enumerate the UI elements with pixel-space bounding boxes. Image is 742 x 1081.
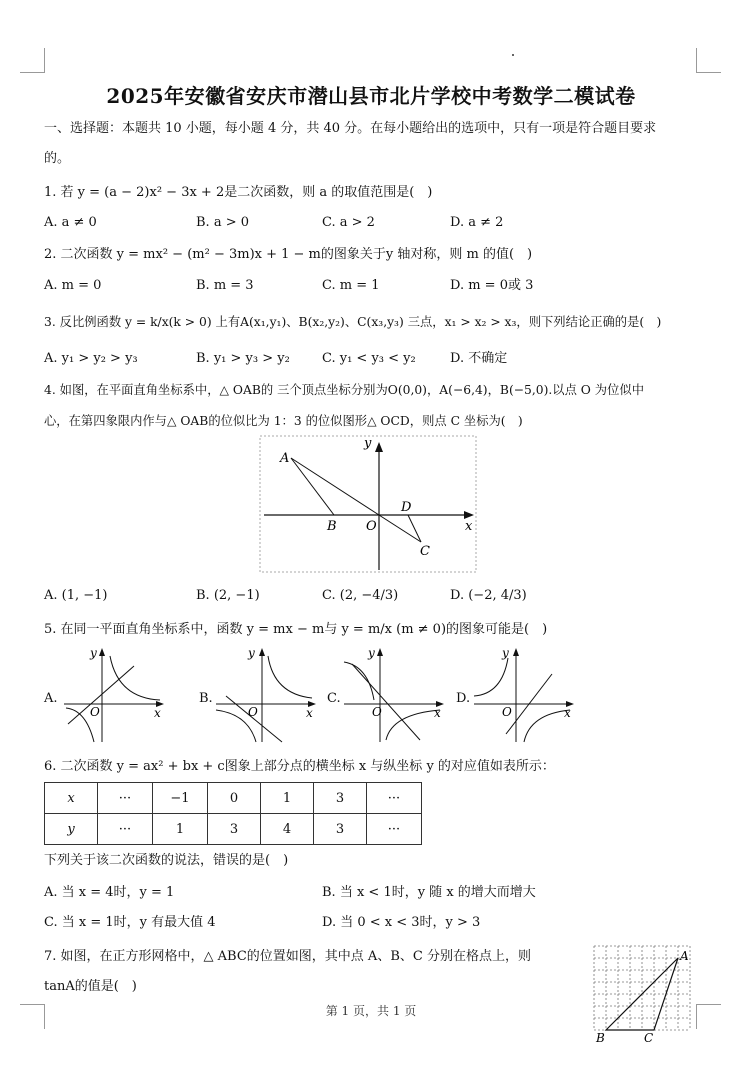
page-footer: 第 1 页，共 1 页 (325, 1004, 417, 1018)
q5-graph-a (60, 644, 170, 744)
q3-option-d: D. 不确定 (450, 351, 508, 366)
x-axis-arrow-icon (464, 511, 474, 519)
segment-ao (291, 458, 379, 515)
svg-text:x: x (564, 706, 571, 720)
svg-text:y: y (502, 646, 509, 660)
label-d: D (401, 500, 412, 515)
line-graph (68, 666, 134, 724)
label-b: B (596, 1031, 605, 1045)
q2-option-a: A. m = 0 (44, 278, 102, 293)
label-c: C (644, 1031, 654, 1045)
label-b: B (327, 519, 337, 534)
q4-option-c: C. (2, −4/3) (322, 588, 399, 603)
q3-stem: 3. 反比例函数 y = k/x(k > 0) 上有A(x₁,y₁)、B(x₂,y₂)、C(x₃,y₃) 三点，x₁ > x₂ > x₃，则下列结论正确的是( ) (44, 315, 662, 329)
q5-option-a-label: A. (44, 691, 58, 706)
svg-text:y: y (368, 646, 375, 660)
page-title: 2025年安徽省安庆市潜山县市北片学校中考数学二模试卷 (106, 84, 636, 108)
svg-text:y: y (248, 646, 255, 660)
section-heading-line2: 的。 (44, 151, 71, 166)
q4-stem-line1: 4. 如图，在平面直角坐标系中，△ OAB的 三个顶点坐标分别为O(0,0)，A(−6,4)，B(−5,0).以点 O 为位似中 (44, 383, 644, 397)
q5-stem: 5. 在同一平面直角坐标系中，函数 y = mx − m与 y = m/x (m ≠ 0)的图象可能是( ) (44, 622, 548, 637)
q2-stem: 2. 二次函数 y = mx² − (m² − 3m)x + 1 − m的图象关于y 轴对称，则 m 的值( ) (44, 247, 533, 262)
svg-text:x: x (154, 706, 161, 720)
q5-graph-c (340, 644, 450, 744)
table-row: x ··· −1 0 1 3 ··· (45, 783, 422, 814)
page-dot (512, 54, 514, 56)
q6-option-d: D. 当 0 < x < 3时，y > 3 (322, 915, 481, 930)
section-heading-line1: 一、选择题：本题共 10 小题，每小题 4 分，共 40 分。在每小题给出的选项中，只有一项是符合题目要求 (44, 121, 657, 136)
figure-border (260, 436, 476, 572)
q2-option-c: C. m = 1 (322, 278, 380, 293)
q6-stem: 6. 二次函数 y = ax² + bx + c图象上部分点的横坐标 x 与纵坐标 y 的对应值如表所示： (44, 759, 555, 774)
label-y: y (364, 436, 372, 451)
svg-text:y: y (90, 646, 97, 660)
svg-text:x: x (306, 706, 313, 720)
y-axis-arrow-icon (375, 442, 383, 452)
segment-ab (291, 458, 334, 515)
hyperbola-branch (110, 656, 160, 700)
q7-grid-figure (590, 940, 694, 1046)
label-c: C (420, 544, 430, 559)
label-x: x (465, 519, 473, 534)
label-a: A (280, 451, 290, 466)
hyperbola-branch (386, 710, 440, 740)
svg-text:x: x (434, 706, 441, 720)
hyperbola-branch (268, 656, 312, 698)
q1-stem: 1. 若 y = (a − 2)x² − 3x + 2是二次函数，则 a 的取值范围是( ) (44, 185, 433, 200)
q4-option-b: B. (2, −1) (196, 588, 260, 603)
q1-option-d: D. a ≠ 2 (450, 215, 504, 230)
q7-stem-line1: 7. 如图，在正方形网格中，△ ABC的位置如图，其中点 A、B、C 分别在格点上，则 (44, 949, 531, 964)
q3-option-b: B. y₁ > y₃ > y₂ (196, 351, 290, 366)
q3-option-a: A. y₁ > y₂ > y₃ (44, 351, 138, 366)
q6-option-a: A. 当 x = 4时，y = 1 (44, 885, 175, 900)
svg-text:O: O (502, 705, 512, 719)
q5-option-d-label: D. (456, 691, 471, 706)
q5-graph-d (470, 644, 580, 744)
q1-option-a: A. a ≠ 0 (44, 215, 97, 230)
q3-option-c: C. y₁ < y₃ < y₂ (322, 351, 416, 366)
svg-text:O: O (248, 705, 258, 719)
label-o: O (366, 519, 377, 534)
q6-option-c: C. 当 x = 1时，y 有最大值 4 (44, 915, 216, 930)
q5-graph-b (212, 644, 322, 744)
line-graph (352, 664, 420, 740)
q6-option-b: B. 当 x < 1时，y 随 x 的增大而增大 (322, 885, 536, 900)
svg-text:O: O (90, 705, 100, 719)
q6-follow: 下列关于该二次函数的说法，错误的是( ) (44, 853, 289, 868)
q4-option-a: A. (1, −1) (44, 588, 108, 603)
svg-text:O: O (372, 705, 382, 719)
q4-stem-line2: 心，在第四象限内作与△ OAB的位似比为 1：3 的位似图形△ OCD，则点 C 坐标为( ) (44, 414, 523, 428)
crop-mark-top-right (696, 48, 721, 73)
q7-stem-line2: tanA的值是( ) (44, 979, 137, 994)
q1-option-c: C. a > 2 (322, 215, 375, 230)
crop-mark-top-left (20, 48, 45, 73)
q2-option-b: B. m = 3 (196, 278, 254, 293)
hyperbola-branch (344, 662, 374, 700)
q4-figure (258, 434, 480, 576)
q5-option-b-label: B. (199, 691, 213, 706)
q2-option-d: D. m = 0或 3 (450, 278, 534, 293)
hyperbola-branch (474, 658, 508, 696)
table-row: y ··· 1 3 4 3 ··· (45, 814, 422, 845)
q5-option-c-label: C. (327, 691, 341, 706)
label-a: A (680, 949, 689, 963)
q4-option-d: D. (−2, 4/3) (450, 588, 527, 603)
q6-value-table (44, 782, 422, 845)
q1-option-b: B. a > 0 (196, 215, 249, 230)
